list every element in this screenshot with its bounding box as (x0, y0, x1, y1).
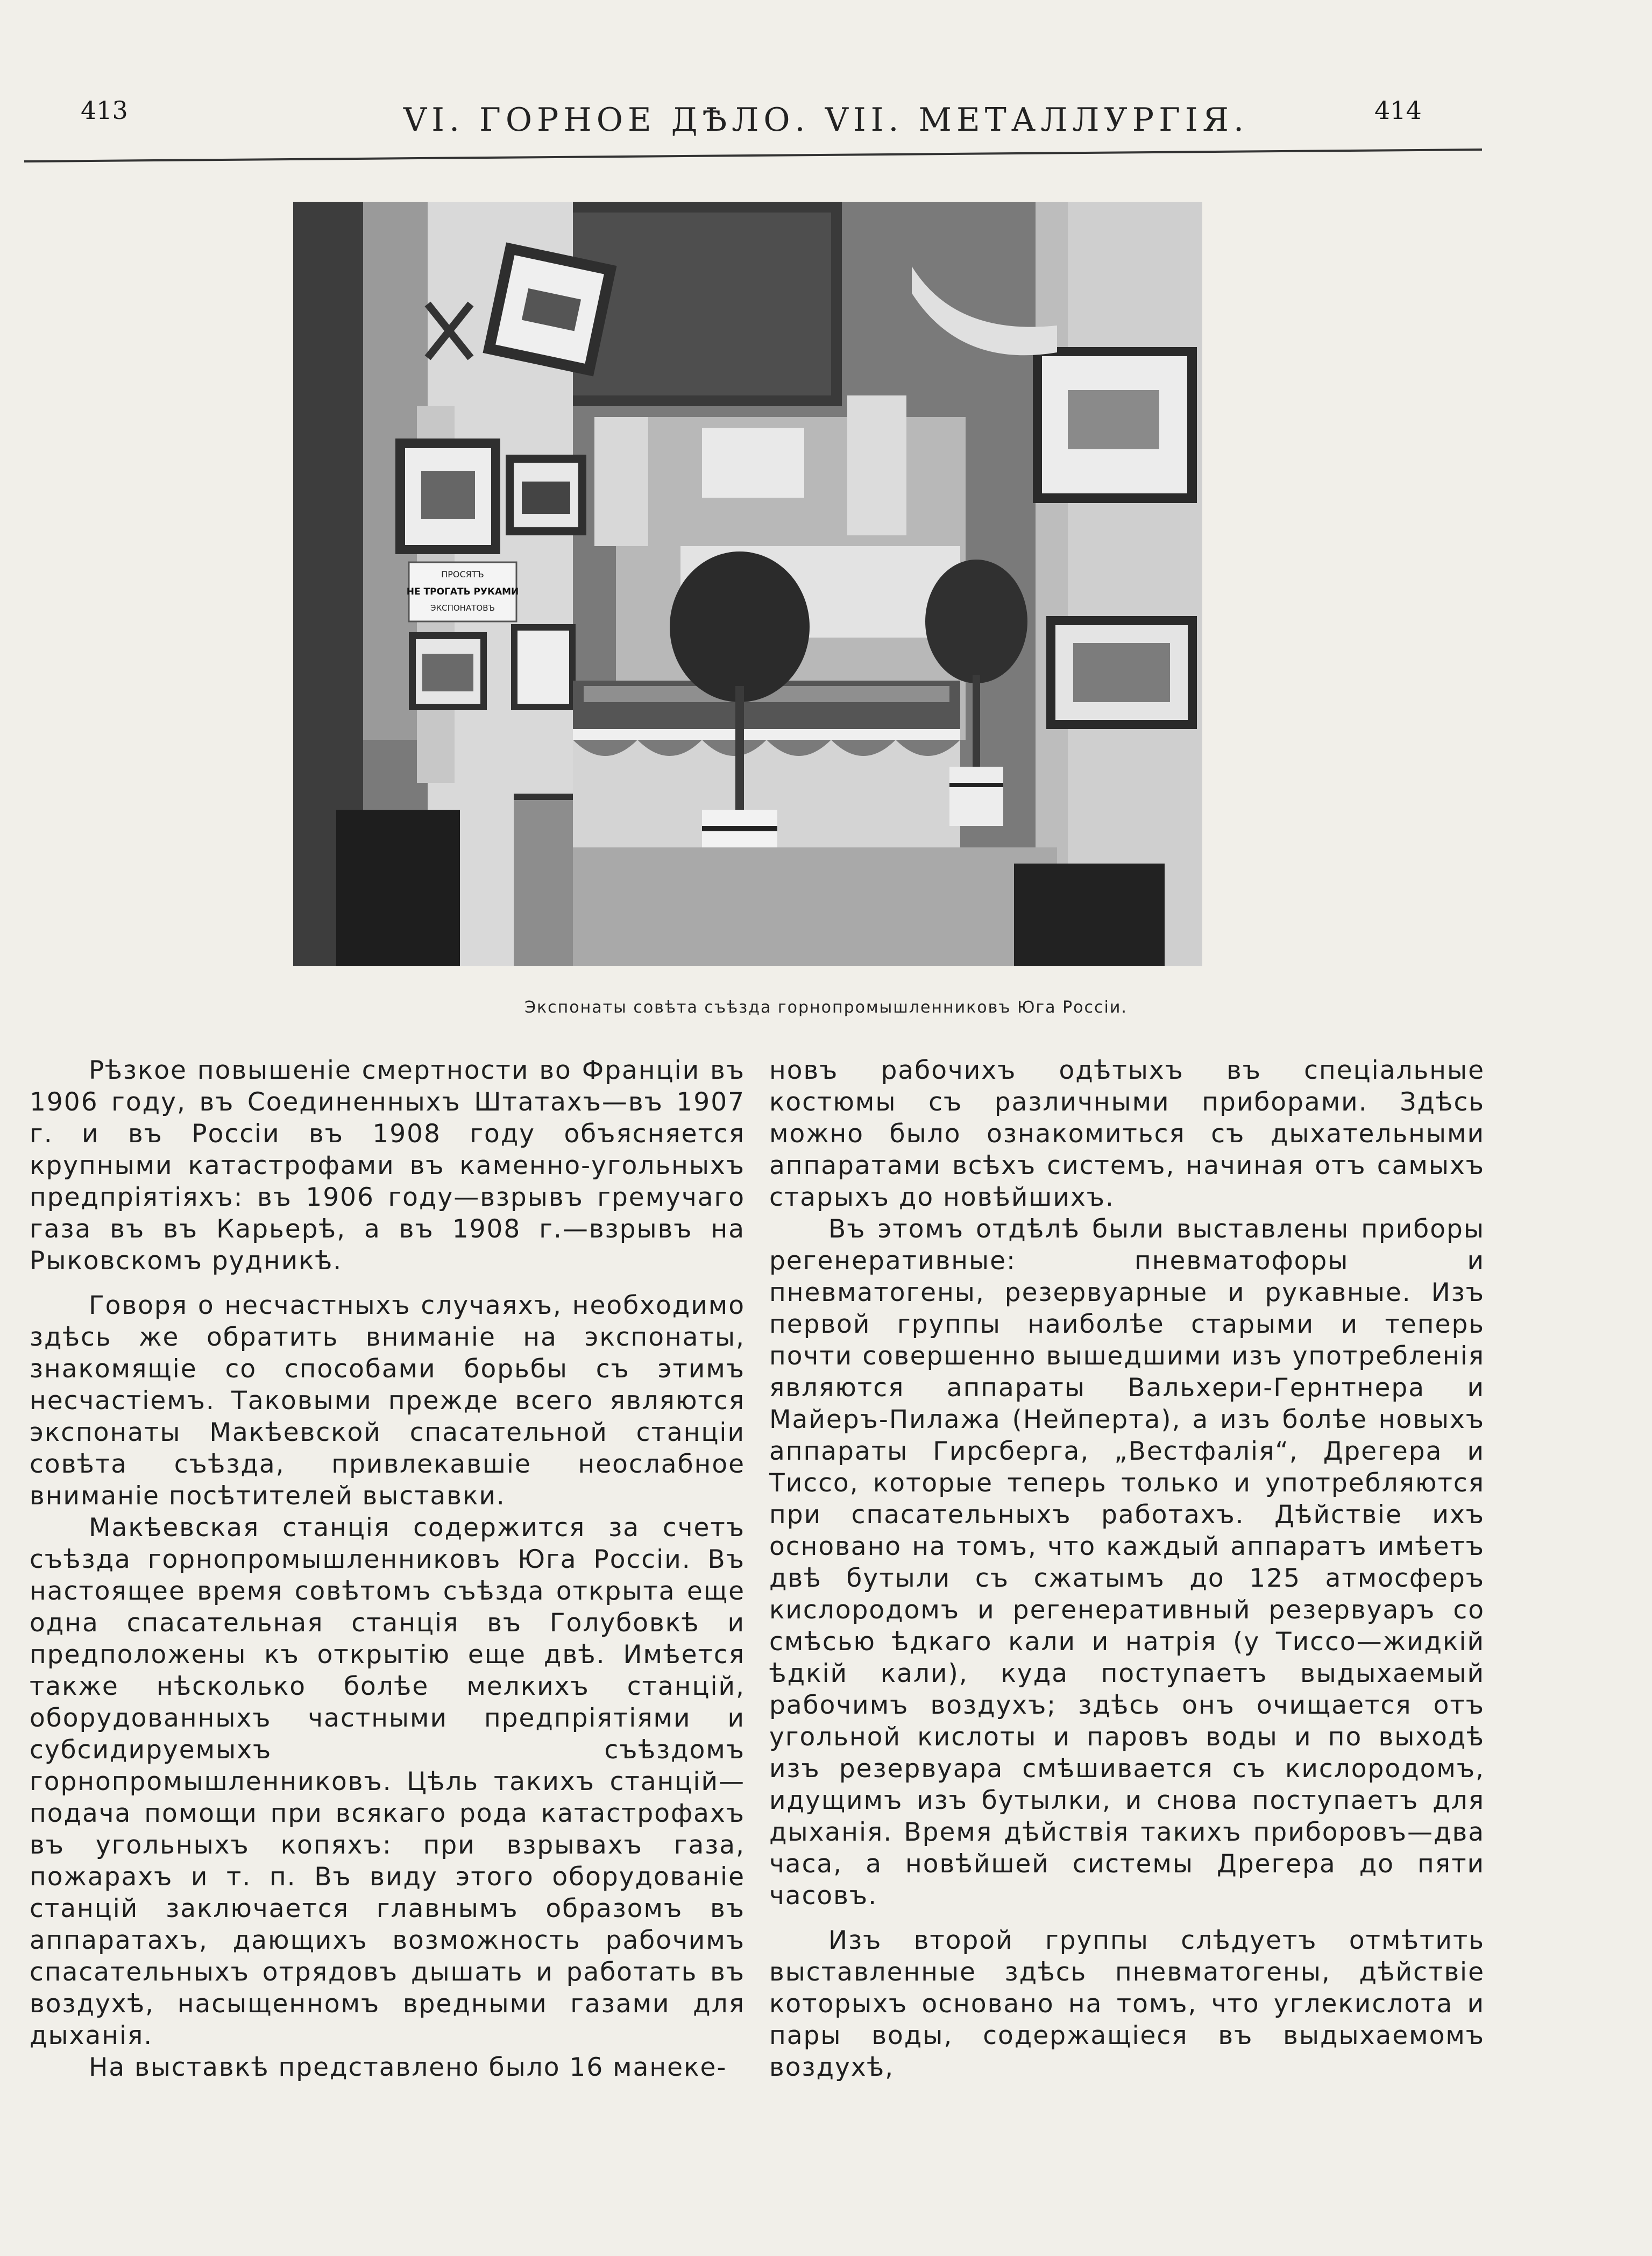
figure-caption: Экспонаты совѣта съѣзда горнопромышленниковъ Юга Россіи. (524, 998, 1128, 1017)
svg-text:ПРОСЯТЪ: ПРОСЯТЪ (441, 569, 484, 579)
paragraph: Рѣзкое повышеніе смертности во Франціи въ 1906 году, въ Соединенныхъ Штатахъ—въ 1907 г. и въ Россіи въ 1908 году объясняется крупными катастрофами въ каменно-угольныхъ предпріятіяхъ: въ 1906 году—взрывъ гремучаго газа въ въ Карьерѣ, а въ 1908 г.—взрывъ на Рыковскомъ рудникѣ. (30, 1056, 745, 1276)
framed-picture (483, 242, 616, 376)
do-not-touch-sign (407, 562, 519, 621)
svg-text:НЕ ТРОГАТЬ РУКАМИ: НЕ ТРОГАТЬ РУКАМИ (406, 586, 519, 597)
left-text-column (30, 1055, 745, 2083)
exhibit-photograph (293, 202, 1202, 966)
paragraph: Изъ второй группы слѣдуетъ отмѣтить выставленные здѣсь пневматогены, дѣйствіе которыхъ основано на томъ, что углекислота и пары воды, содержащіеся въ выдыхаемомъ воздухѣ, (769, 1926, 1485, 2082)
paragraph: Говоря о несчастныхъ случаяхъ, необходимо здѣсь же обратить вниманіе на экспонаты, знакомящіе со способами борьбы съ этимъ несчастіемъ. Таковыми прежде всего являются экспонаты Макѣевской спасательной станціи совѣта съѣзда, привлекавшіе неослабное вниманіе посѣтителей выставки. (30, 1291, 745, 1511)
svg-text:ЭКСПОНАТОВЪ: ЭКСПОНАТОВЪ (430, 603, 495, 613)
paragraph: Въ этомъ отдѣлѣ были выставлены приборы регенеративные: пневматофоры и пневматогены, резервуарные и рукавные. Изъ первой группы наиболѣе старыми и теперь почти совершенно вышедшими изъ употребленія являются аппараты Вальхери-Гернтнера и Майеръ-Пилажа (Нейперта), а изъ болѣе новыхъ аппараты Гирсберга, „Вестфалія“, Дрегера и Тиссо, которые теперь только и употребляются при спасательныхъ работахъ. Дѣйствіе ихъ основано на томъ, что каждый аппаратъ имѣетъ двѣ бутыли съ сжатымъ до 125 атмосферъ кислородомъ и регенеративный резервуаръ со смѣсью ѣдкаго кали и натрія (у Тиссо—жидкій ѣдкій кали), куда поступаетъ выдыхаемый рабочимъ воздухъ; здѣсь онъ очищается отъ угольной кислоты и паровъ воды и по выходѣ изъ резервуара смѣшивается съ кислородомъ, идущимъ изъ бутылки, и снова поступаетъ для дыханія. Время дѣйствія такихъ приборовъ—два часа, а новѣйшей системы Дрегера до пяти часовъ. (769, 1214, 1485, 1911)
paragraph: новъ рабочихъ одѣтыхъ въ спеціальные костюмы съ различными приборами. Здѣсь можно было ознакомиться съ дыхательными аппаратами всѣхъ системъ, начиная отъ самыхъ старыхъ до новѣйшихъ. (769, 1056, 1485, 1212)
paragraph: На выставкѣ представлено было 16 манеке- (89, 2053, 727, 2082)
page-number-right: 414 (1374, 96, 1422, 125)
right-text-column (769, 1055, 1485, 2083)
running-title: VI. ГОРНОЕ ДѢЛО. VII. МЕТАЛЛУРГІЯ. (403, 101, 1249, 139)
header-rule (0, 0, 1652, 172)
page-number-left: 413 (81, 96, 128, 125)
paragraph: Макѣевская станція содержится за счетъ съѣзда горнопромышленниковъ Юга Россіи. Въ настоящее время совѣтомъ съѣзда открыта еще одна спасательная станція въ Голубовкѣ и предположены къ открытію еще двѣ. Имѣется также нѣсколько болѣе мелкихъ станцій, оборудованныхъ частными предпріятіями и субсидируемыхъ съѣздомъ горнопромышленниковъ. Цѣль такихъ станцій—подача помощи при всякаго рода катастрофахъ въ угольныхъ копяхъ: при взрывахъ газа, пожарахъ и т. п. Въ виду этого оборудованіе станцій заключается главнымъ образомъ въ аппаратахъ, дающихъ возможность рабочимъ спасательныхъ отрядовъ дышать и работать въ воздухѣ, насыщенномъ вредными газами для дыханія. (30, 1513, 745, 2050)
